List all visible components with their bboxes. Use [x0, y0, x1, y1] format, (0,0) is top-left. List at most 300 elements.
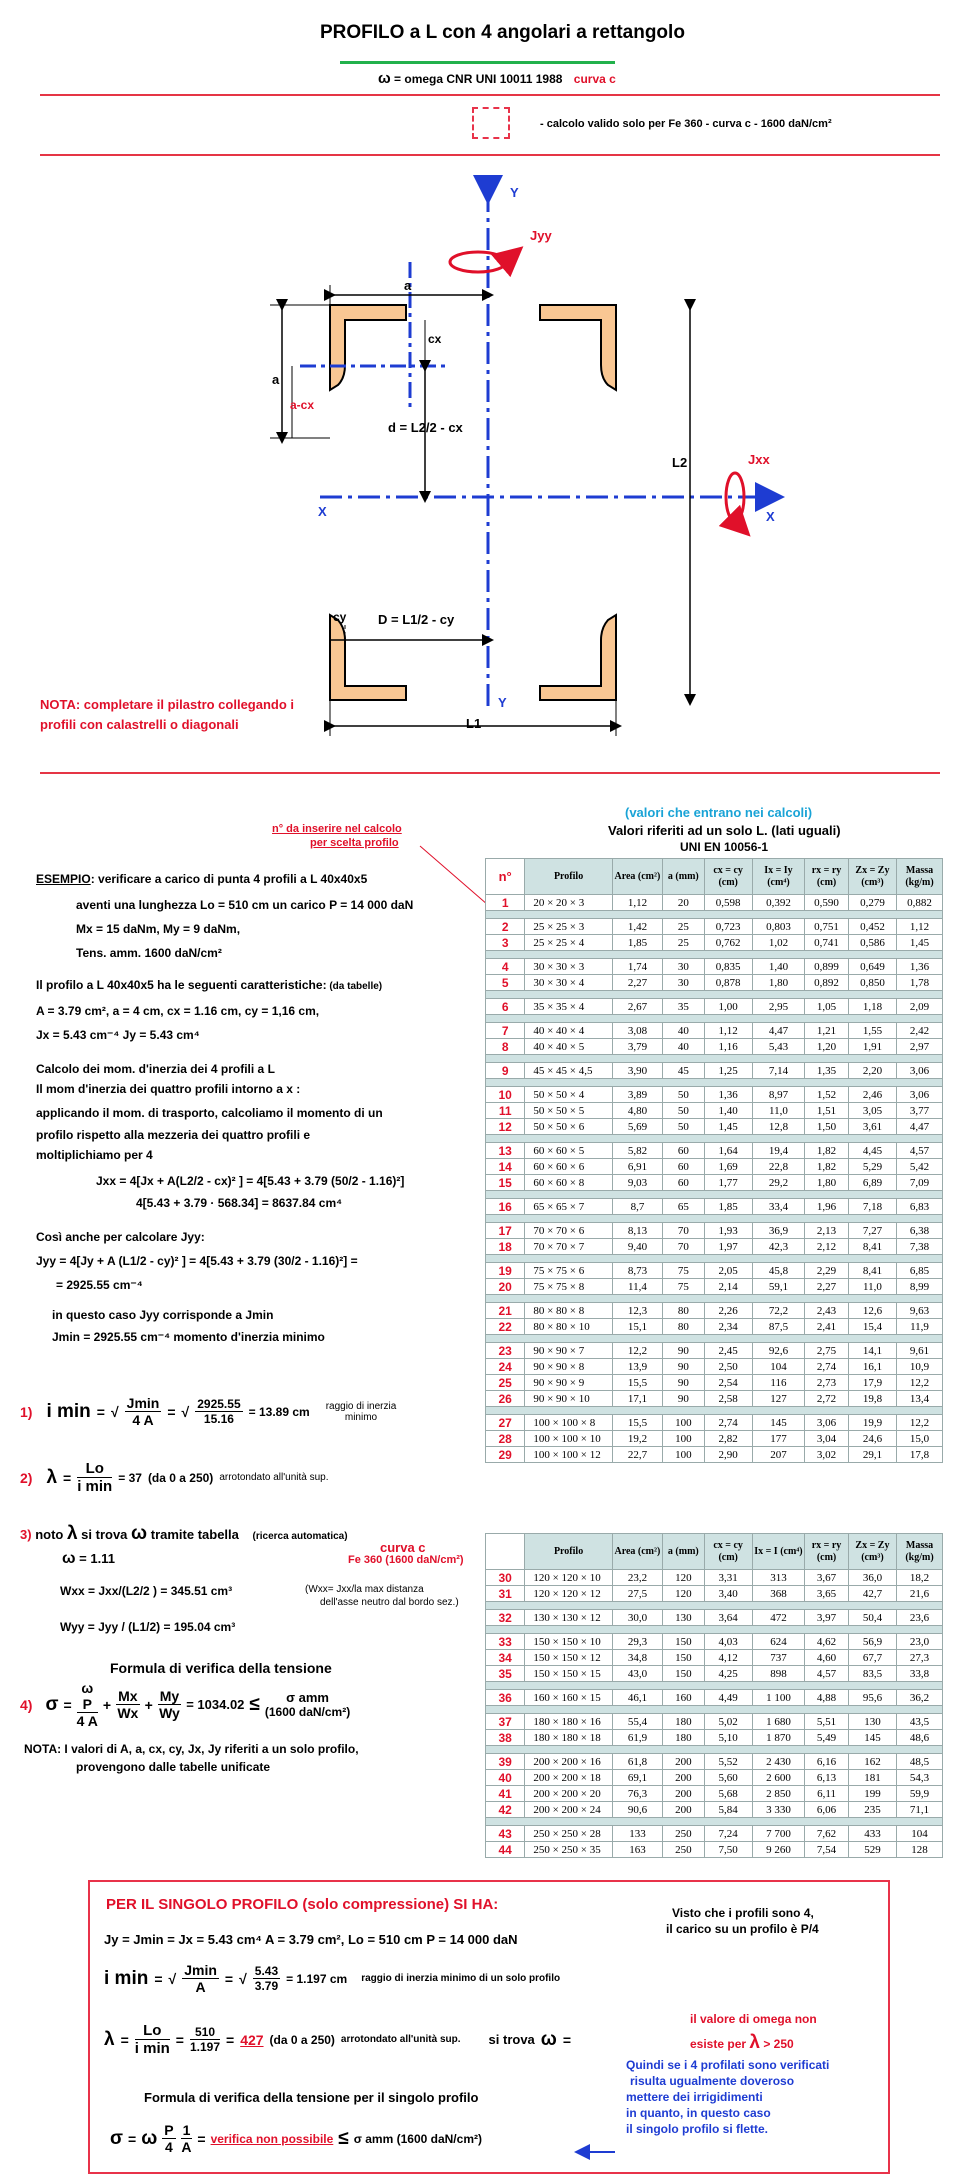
table-cell: 1,16 — [704, 1039, 752, 1055]
row-number: 18 — [486, 1239, 525, 1255]
table-cell: 11,0 — [848, 1279, 896, 1295]
table-cell: 90 × 90 × 9 — [525, 1375, 612, 1391]
table-cell: 3,40 — [704, 1586, 752, 1602]
table-cell: 8,13 — [612, 1223, 662, 1239]
table-cell: 33,4 — [752, 1199, 804, 1215]
table-cell: 2,74 — [704, 1415, 752, 1431]
example-nota-2: provengono dalle tabelle unificate — [76, 1760, 271, 1774]
table-cell: 3,67 — [805, 1570, 849, 1586]
table-cell: 29,1 — [848, 1447, 896, 1463]
table-cell: 2,46 — [848, 1087, 896, 1103]
table-cell: 50 — [663, 1103, 705, 1119]
example-line-text: 4[5.43 + 3.79 · 568.34] = 8637.84 cm⁴ — [136, 1196, 343, 1210]
table-cell: 4,25 — [704, 1666, 752, 1682]
table-cell: 59,9 — [896, 1786, 942, 1802]
table-cell: 6,91 — [612, 1159, 662, 1175]
table-cell: 50 — [663, 1119, 705, 1135]
table-cell: 145 — [752, 1415, 804, 1431]
table-cell: 472 — [752, 1610, 804, 1626]
example-line-text: Mx = 15 daNm, My = 9 daNm, — [76, 922, 241, 936]
table-cell: 3,79 — [612, 1039, 662, 1055]
omega-lookup: 3) noto λ si trova ω tramite tabella (ricerca automatica) — [20, 1523, 348, 1544]
table-cell: 1,93 — [704, 1223, 752, 1239]
table-cell: 23,2 — [612, 1570, 662, 1586]
row-number: 9 — [486, 1063, 525, 1079]
example-nota-1: NOTA: I valori di A, a, cx, cy, Jx, Jy riferiti a un solo profilo, — [24, 1742, 359, 1756]
table-header-cell: Massa (kg/m) — [896, 859, 942, 895]
table-cell: 100 — [663, 1447, 705, 1463]
table-caption-1: (valori che entrano nei calcoli) — [625, 805, 813, 820]
table-cell: 180 — [663, 1714, 705, 1730]
table-cell: 22,8 — [752, 1159, 804, 1175]
table-cell: 5,69 — [612, 1119, 662, 1135]
table-cell: 1,36 — [896, 959, 942, 975]
table-cell: 5,43 — [752, 1039, 804, 1055]
table-cell: 120 — [663, 1570, 705, 1586]
dim-a-top: a — [404, 278, 412, 293]
table-cell: 1,82 — [805, 1159, 849, 1175]
example-line-text: profilo rispetto alla mezzeria dei quattro profili e — [36, 1128, 311, 1142]
table-cell: 19,4 — [752, 1143, 804, 1159]
table-cell: 3,04 — [805, 1431, 849, 1447]
table-cell: 70 — [663, 1239, 705, 1255]
table-cell: 54,3 — [896, 1770, 942, 1786]
blue-note-5: il singolo profilo si flette. — [626, 2122, 769, 2136]
table-cell: 24,6 — [848, 1431, 896, 1447]
table-cell: 3,31 — [704, 1570, 752, 1586]
row-number: 11 — [486, 1103, 525, 1119]
table-cell: 76,3 — [612, 1786, 662, 1802]
table-cell: 45 × 45 × 4,5 — [525, 1063, 612, 1079]
omega-missing-2: esiste per λ > 250 — [690, 2032, 794, 2053]
table-cell: 60 × 60 × 5 — [525, 1143, 612, 1159]
table-cell: 200 — [663, 1754, 705, 1770]
table-cell: 2,34 — [704, 1319, 752, 1335]
table-cell: 72,2 — [752, 1303, 804, 1319]
table-cell: 120 — [663, 1586, 705, 1602]
table-cell: 42,3 — [752, 1239, 804, 1255]
table-cell: 1,74 — [612, 959, 662, 975]
table-cell: 4,57 — [896, 1143, 942, 1159]
table-cell: 20 × 20 × 3 — [525, 895, 612, 911]
table-cell: 2,58 — [704, 1391, 752, 1407]
table-cell: 0,835 — [704, 959, 752, 975]
table-cell: 20 — [663, 895, 705, 911]
table-cell: 180 × 180 × 16 — [525, 1714, 612, 1730]
table-cell: 200 × 200 × 24 — [525, 1802, 612, 1818]
table-cell: 1,18 — [848, 999, 896, 1015]
table-header-cell: a (mm) — [663, 859, 705, 895]
table-cell: 65 — [663, 1199, 705, 1215]
table-cell: 13,4 — [896, 1391, 942, 1407]
example-line-text: Jxx = 4[Jx + A(L2/2 - cx)² ] = 4[5.43 + 3.79 (50/2 - 1.16)²] — [96, 1174, 405, 1188]
table-cell: 23,6 — [896, 1610, 942, 1626]
table-header-cell: Zx = Zy (cm³) — [848, 1534, 896, 1570]
table-cell: 17,8 — [896, 1447, 942, 1463]
table-cell: 104 — [752, 1359, 804, 1375]
table-cell: 100 × 100 × 12 — [525, 1447, 612, 1463]
table-cell: 18,2 — [896, 1570, 942, 1586]
table-cell: 2,13 — [805, 1223, 849, 1239]
table-cell: 15,1 — [612, 1319, 662, 1335]
row-number: 6 — [486, 999, 525, 1015]
example-line-text: moltiplichiamo per 4 — [36, 1148, 153, 1162]
table-cell: 9,61 — [896, 1343, 942, 1359]
table-cell: 2,72 — [805, 1391, 849, 1407]
blue-note-1: Quindi se i 4 profilati sono verificati — [626, 2058, 830, 2072]
table-cell: 150 — [663, 1634, 705, 1650]
table-header-cell: cx = cy (cm) — [704, 1534, 752, 1570]
formula-title: Formula di verifica della tensione — [110, 1660, 332, 1676]
table-cell: 8,41 — [848, 1239, 896, 1255]
table-cell: 35 — [663, 999, 705, 1015]
table-cell: 5,02 — [704, 1714, 752, 1730]
table-cell: 5,51 — [805, 1714, 849, 1730]
table-cell: 2,05 — [704, 1263, 752, 1279]
table-cell: 3,89 — [612, 1087, 662, 1103]
table-cell: 11,4 — [612, 1279, 662, 1295]
table-cell: 6,11 — [805, 1786, 849, 1802]
table-header-cell: cx = cy (cm) — [704, 859, 752, 895]
table-cell: 7,38 — [896, 1239, 942, 1255]
table-cell: 1,12 — [612, 895, 662, 911]
table-cell: 624 — [752, 1634, 804, 1650]
row-number: 25 — [486, 1375, 525, 1391]
table-cell: 61,9 — [612, 1730, 662, 1746]
table-cell: 5,82 — [612, 1143, 662, 1159]
dim-cx: cx — [428, 332, 442, 346]
table-header-cell: n° — [486, 859, 525, 895]
table-cell: 12,6 — [848, 1303, 896, 1319]
table-cell: 2,67 — [612, 999, 662, 1015]
row-number: 16 — [486, 1199, 525, 1215]
table-cell: 2,75 — [805, 1343, 849, 1359]
row-number: 7 — [486, 1023, 525, 1039]
table-cell: 1,78 — [896, 975, 942, 991]
nota-diagram-2: profili con calastrelli o diagonali — [40, 717, 239, 732]
row-number: 17 — [486, 1223, 525, 1239]
table-cell: 3,77 — [896, 1103, 942, 1119]
table-cell: 33,8 — [896, 1666, 942, 1682]
table-cell: 70 × 70 × 7 — [525, 1239, 612, 1255]
table-cell: 83,5 — [848, 1666, 896, 1682]
table-cell: 1,91 — [848, 1039, 896, 1055]
table-cell: 130 — [848, 1714, 896, 1730]
table-cell: 0,892 — [805, 975, 849, 991]
y-axis-label-top: Y — [510, 185, 519, 200]
table-cell: 3,02 — [805, 1447, 849, 1463]
table-header-cell: Ix = I (cm⁴) — [752, 1534, 804, 1570]
table-cell: 17,9 — [848, 1375, 896, 1391]
table-cell: 65 × 65 × 7 — [525, 1199, 612, 1215]
table-cell: 1,05 — [805, 999, 849, 1015]
omega-symbol: ω — [378, 70, 391, 87]
table-cell: 898 — [752, 1666, 804, 1682]
table-cell: 1,20 — [805, 1039, 849, 1055]
table-cell: 35 × 35 × 4 — [525, 999, 612, 1015]
dim-L2: L2 — [672, 455, 688, 470]
table-cell: 1,80 — [805, 1175, 849, 1191]
table-cell: 1,42 — [612, 919, 662, 935]
table-cell: 737 — [752, 1650, 804, 1666]
table-cell: 5,29 — [848, 1159, 896, 1175]
table-cell: 2,90 — [704, 1447, 752, 1463]
table-cell: 120 × 120 × 10 — [525, 1570, 612, 1586]
table-cell: 7,54 — [805, 1842, 849, 1858]
table-cell: 67,7 — [848, 1650, 896, 1666]
table-cell: 1,40 — [752, 959, 804, 975]
table-cell: 12,2 — [896, 1375, 942, 1391]
table-cell: 36,0 — [848, 1570, 896, 1586]
row-number: 5 — [486, 975, 525, 991]
table-cell: 7 700 — [752, 1826, 804, 1842]
page-title: PROFILO a L con 4 angolari a rettangolo — [320, 22, 685, 43]
table-cell: 0,392 — [752, 895, 804, 911]
table-cell: 40 — [663, 1039, 705, 1055]
table-cell: 90 × 90 × 7 — [525, 1343, 612, 1359]
table-cell: 69,1 — [612, 1770, 662, 1786]
table-cell: 128 — [896, 1842, 942, 1858]
table-cell: 3,08 — [612, 1023, 662, 1039]
table-cell: 2,41 — [805, 1319, 849, 1335]
table-cell: 19,8 — [848, 1391, 896, 1407]
table-cell: 529 — [848, 1842, 896, 1858]
row-number: 44 — [486, 1842, 525, 1858]
table-cell: 23,0 — [896, 1634, 942, 1650]
table-cell: 4,60 — [805, 1650, 849, 1666]
table-cell: 200 × 200 × 20 — [525, 1786, 612, 1802]
row-number: 3 — [486, 935, 525, 951]
table-cell: 2,95 — [752, 999, 804, 1015]
table-cell: 16,1 — [848, 1359, 896, 1375]
example-line-rest: : verificare a carico di punta 4 profili a L 40x40x5 — [90, 872, 368, 886]
dim-a-side: a — [272, 372, 280, 387]
dim-cy: cy — [333, 610, 347, 624]
table-annotation-2: per scelta profilo — [310, 837, 399, 849]
blue-note-3: mettere dei irrigidimenti — [626, 2090, 763, 2104]
example-line-text: Jmin = 2925.55 cm⁻⁴ momento d'inerzia minimo — [52, 1330, 325, 1344]
single-side-1: Visto che i profili sono 4, — [672, 1906, 814, 1920]
table-cell: 2,54 — [704, 1375, 752, 1391]
row-number: 19 — [486, 1263, 525, 1279]
table-cell: 4,45 — [848, 1143, 896, 1159]
table-cell: 160 — [663, 1690, 705, 1706]
table-cell: 90,6 — [612, 1802, 662, 1818]
table-cell: 2,43 — [805, 1303, 849, 1319]
table-cell: 95,6 — [848, 1690, 896, 1706]
table-cell: 1,97 — [704, 1239, 752, 1255]
table-cell: 0,878 — [704, 975, 752, 991]
table-cell: 60 × 60 × 6 — [525, 1159, 612, 1175]
table-cell: 100 × 100 × 8 — [525, 1415, 612, 1431]
row-number: 14 — [486, 1159, 525, 1175]
row-number: 37 — [486, 1714, 525, 1730]
table-cell: 1,69 — [704, 1159, 752, 1175]
omega-fe: Fe 360 (1600 daN/cm²) — [348, 1554, 464, 1566]
row-number: 15 — [486, 1175, 525, 1191]
table-cell: 160 × 160 × 15 — [525, 1690, 612, 1706]
table-cell: 48,6 — [896, 1730, 942, 1746]
table-cell: 75 × 75 × 8 — [525, 1279, 612, 1295]
table-cell: 0,850 — [848, 975, 896, 991]
row-number: 35 — [486, 1666, 525, 1682]
row-number: 41 — [486, 1786, 525, 1802]
table-cell: 43,0 — [612, 1666, 662, 1682]
table-caption-3: UNI EN 10056-1 — [680, 840, 769, 854]
table-cell: 90 — [663, 1391, 705, 1407]
example-line-text: Calcolo dei mom. d'inerzia dei 4 profili a L — [36, 1062, 275, 1076]
table-cell: 100 — [663, 1415, 705, 1431]
table-cell: 29,3 — [612, 1634, 662, 1650]
table-cell: 0,723 — [704, 919, 752, 935]
table-cell: 5,42 — [896, 1159, 942, 1175]
table-cell: 7,62 — [805, 1826, 849, 1842]
omega-missing-1: il valore di omega non — [690, 2012, 817, 2026]
table-cell: 4,80 — [612, 1103, 662, 1119]
table-cell: 162 — [848, 1754, 896, 1770]
table-annotation-1: n° da inserire nel calcolo — [272, 823, 402, 835]
example-line-text: applicando il mom. di trasporto, calcoliamo il momento di un — [36, 1106, 383, 1120]
table-cell: 313 — [752, 1570, 804, 1586]
omega-curva: curva c — [380, 1540, 426, 1555]
table-cell: 56,9 — [848, 1634, 896, 1650]
table-cell: 2,29 — [805, 1263, 849, 1279]
table-cell: 1,50 — [805, 1119, 849, 1135]
table-cell: 200 — [663, 1770, 705, 1786]
table-cell: 6,85 — [896, 1263, 942, 1279]
x-axis-label-right: X — [766, 509, 775, 524]
table-cell: 3,90 — [612, 1063, 662, 1079]
table-cell: 3,06 — [896, 1087, 942, 1103]
example-line-note: (da tabelle) — [326, 981, 383, 992]
row-number: 2 — [486, 919, 525, 935]
table-cell: 11,0 — [752, 1103, 804, 1119]
table-cell: 116 — [752, 1375, 804, 1391]
table-cell: 12,2 — [612, 1343, 662, 1359]
table-cell: 55,4 — [612, 1714, 662, 1730]
table-cell: 250 × 250 × 35 — [525, 1842, 612, 1858]
wxx-note-1: (Wxx= Jxx/la max distanza — [305, 1584, 424, 1595]
jxx-label: Jxx — [748, 452, 770, 467]
blue-note-2: risulta ugualmente doveroso — [630, 2074, 795, 2088]
example-line-text: Tens. amm. 1600 daN/cm² — [76, 946, 222, 960]
nota-diagram-1: NOTA: completare il pilastro collegando i — [40, 697, 295, 712]
table-cell: 90 — [663, 1375, 705, 1391]
table-cell: 80 × 80 × 10 — [525, 1319, 612, 1335]
table-cell: 1,45 — [896, 935, 942, 951]
table-cell: 130 × 130 × 12 — [525, 1610, 612, 1626]
table-cell: 250 — [663, 1826, 705, 1842]
table-cell: 2,50 — [704, 1359, 752, 1375]
table-cell: 9,40 — [612, 1239, 662, 1255]
table-cell: 207 — [752, 1447, 804, 1463]
dim-a-cx: a-cx — [290, 398, 315, 412]
row-number: 12 — [486, 1119, 525, 1135]
table-cell: 120 × 120 × 12 — [525, 1586, 612, 1602]
table-cell: 4,57 — [805, 1666, 849, 1682]
table-cell: 2,14 — [704, 1279, 752, 1295]
table-cell: 45 — [663, 1063, 705, 1079]
table-cell: 4,03 — [704, 1634, 752, 1650]
row-number: 22 — [486, 1319, 525, 1335]
table-cell: 29,2 — [752, 1175, 804, 1191]
table-cell: 6,83 — [896, 1199, 942, 1215]
table-cell: 36,2 — [896, 1690, 942, 1706]
table-cell: 7,50 — [704, 1842, 752, 1858]
table-cell: 25 × 25 × 3 — [525, 919, 612, 935]
table-cell: 200 — [663, 1802, 705, 1818]
table-cell: 1,85 — [612, 935, 662, 951]
wxx-line: Wxx = Jxx/(L2/2 ) = 345.51 cm³ — [60, 1584, 233, 1598]
table-cell: 3,65 — [805, 1586, 849, 1602]
table-cell: 15,0 — [896, 1431, 942, 1447]
omega-value: ω = 1.11 — [62, 1550, 115, 1567]
table-cell: 1,96 — [805, 1199, 849, 1215]
table-cell: 3,05 — [848, 1103, 896, 1119]
y-axis-label-bottom: Y — [498, 695, 507, 710]
table-cell: 181 — [848, 1770, 896, 1786]
example-line-text: ESEMPIO — [36, 872, 91, 886]
example-line-text: Il mom d'inerzia dei quattro profili intorno a x : — [36, 1082, 301, 1096]
blue-note-4: in quanto, in questo caso — [626, 2106, 771, 2120]
table-cell: 12,2 — [896, 1415, 942, 1431]
table-cell: 25 — [663, 919, 705, 935]
table-cell: 70 — [663, 1223, 705, 1239]
table-cell: 19,2 — [612, 1431, 662, 1447]
row-number: 13 — [486, 1143, 525, 1159]
single-row1: Jy = Jmin = Jx = 5.43 cm⁴ A = 3.79 cm², Lo = 510 cm P = 14 000 daN — [104, 1932, 518, 1947]
table-header-cell: rx = ry (cm) — [805, 1534, 849, 1570]
example-line-text: A = 3.79 cm², a = 4 cm, cx = 1.16 cm, cy = 1,16 cm, — [36, 1004, 320, 1018]
table-cell: 3,06 — [896, 1063, 942, 1079]
table-cell: 0,899 — [805, 959, 849, 975]
table-cell: 145 — [848, 1730, 896, 1746]
table-cell: 235 — [848, 1802, 896, 1818]
table-cell: 70 × 70 × 6 — [525, 1223, 612, 1239]
table-cell: 6,38 — [896, 1223, 942, 1239]
table-cell: 1,64 — [704, 1143, 752, 1159]
table-cell: 27,5 — [612, 1586, 662, 1602]
table-header-cell: Area (cm²) — [612, 859, 662, 895]
table-cell: 200 × 200 × 16 — [525, 1754, 612, 1770]
table-cell: 2,27 — [612, 975, 662, 991]
table-cell: 0,279 — [848, 895, 896, 911]
table-cell: 8,7 — [612, 1199, 662, 1215]
example-line-text: aventi una lunghezza Lo = 510 cm un carico P = 14 000 daN — [76, 898, 414, 912]
table-cell: 0,649 — [848, 959, 896, 975]
table-cell: 0,751 — [805, 919, 849, 935]
table-header-cell: Area (cm²) — [612, 1534, 662, 1570]
table-cell: 50 × 50 × 4 — [525, 1087, 612, 1103]
table-cell: 25 × 25 × 4 — [525, 935, 612, 951]
table-cell: 2,74 — [805, 1359, 849, 1375]
table-cell: 27,3 — [896, 1650, 942, 1666]
table-cell: 3 330 — [752, 1802, 804, 1818]
table-cell: 19,9 — [848, 1415, 896, 1431]
table-cell: 1,12 — [896, 919, 942, 935]
table-cell: 5,10 — [704, 1730, 752, 1746]
table-cell: 80 × 80 × 8 — [525, 1303, 612, 1319]
single-title: PER IL SINGOLO PROFILO (solo compressione) SI HA: — [106, 1896, 499, 1913]
wxx-note-2: dell'asse neutro dal bordo sez.) — [320, 1597, 459, 1608]
wyy-line: Wyy = Jyy / (L1/2) = 195.04 cm³ — [60, 1620, 236, 1634]
table-cell: 6,06 — [805, 1802, 849, 1818]
table-cell: 48,5 — [896, 1754, 942, 1770]
table-cell: 1 870 — [752, 1730, 804, 1746]
table-header-cell: Profilo — [525, 1534, 612, 1570]
table-cell: 150 × 150 × 15 — [525, 1666, 612, 1682]
table-cell: 22,7 — [612, 1447, 662, 1463]
